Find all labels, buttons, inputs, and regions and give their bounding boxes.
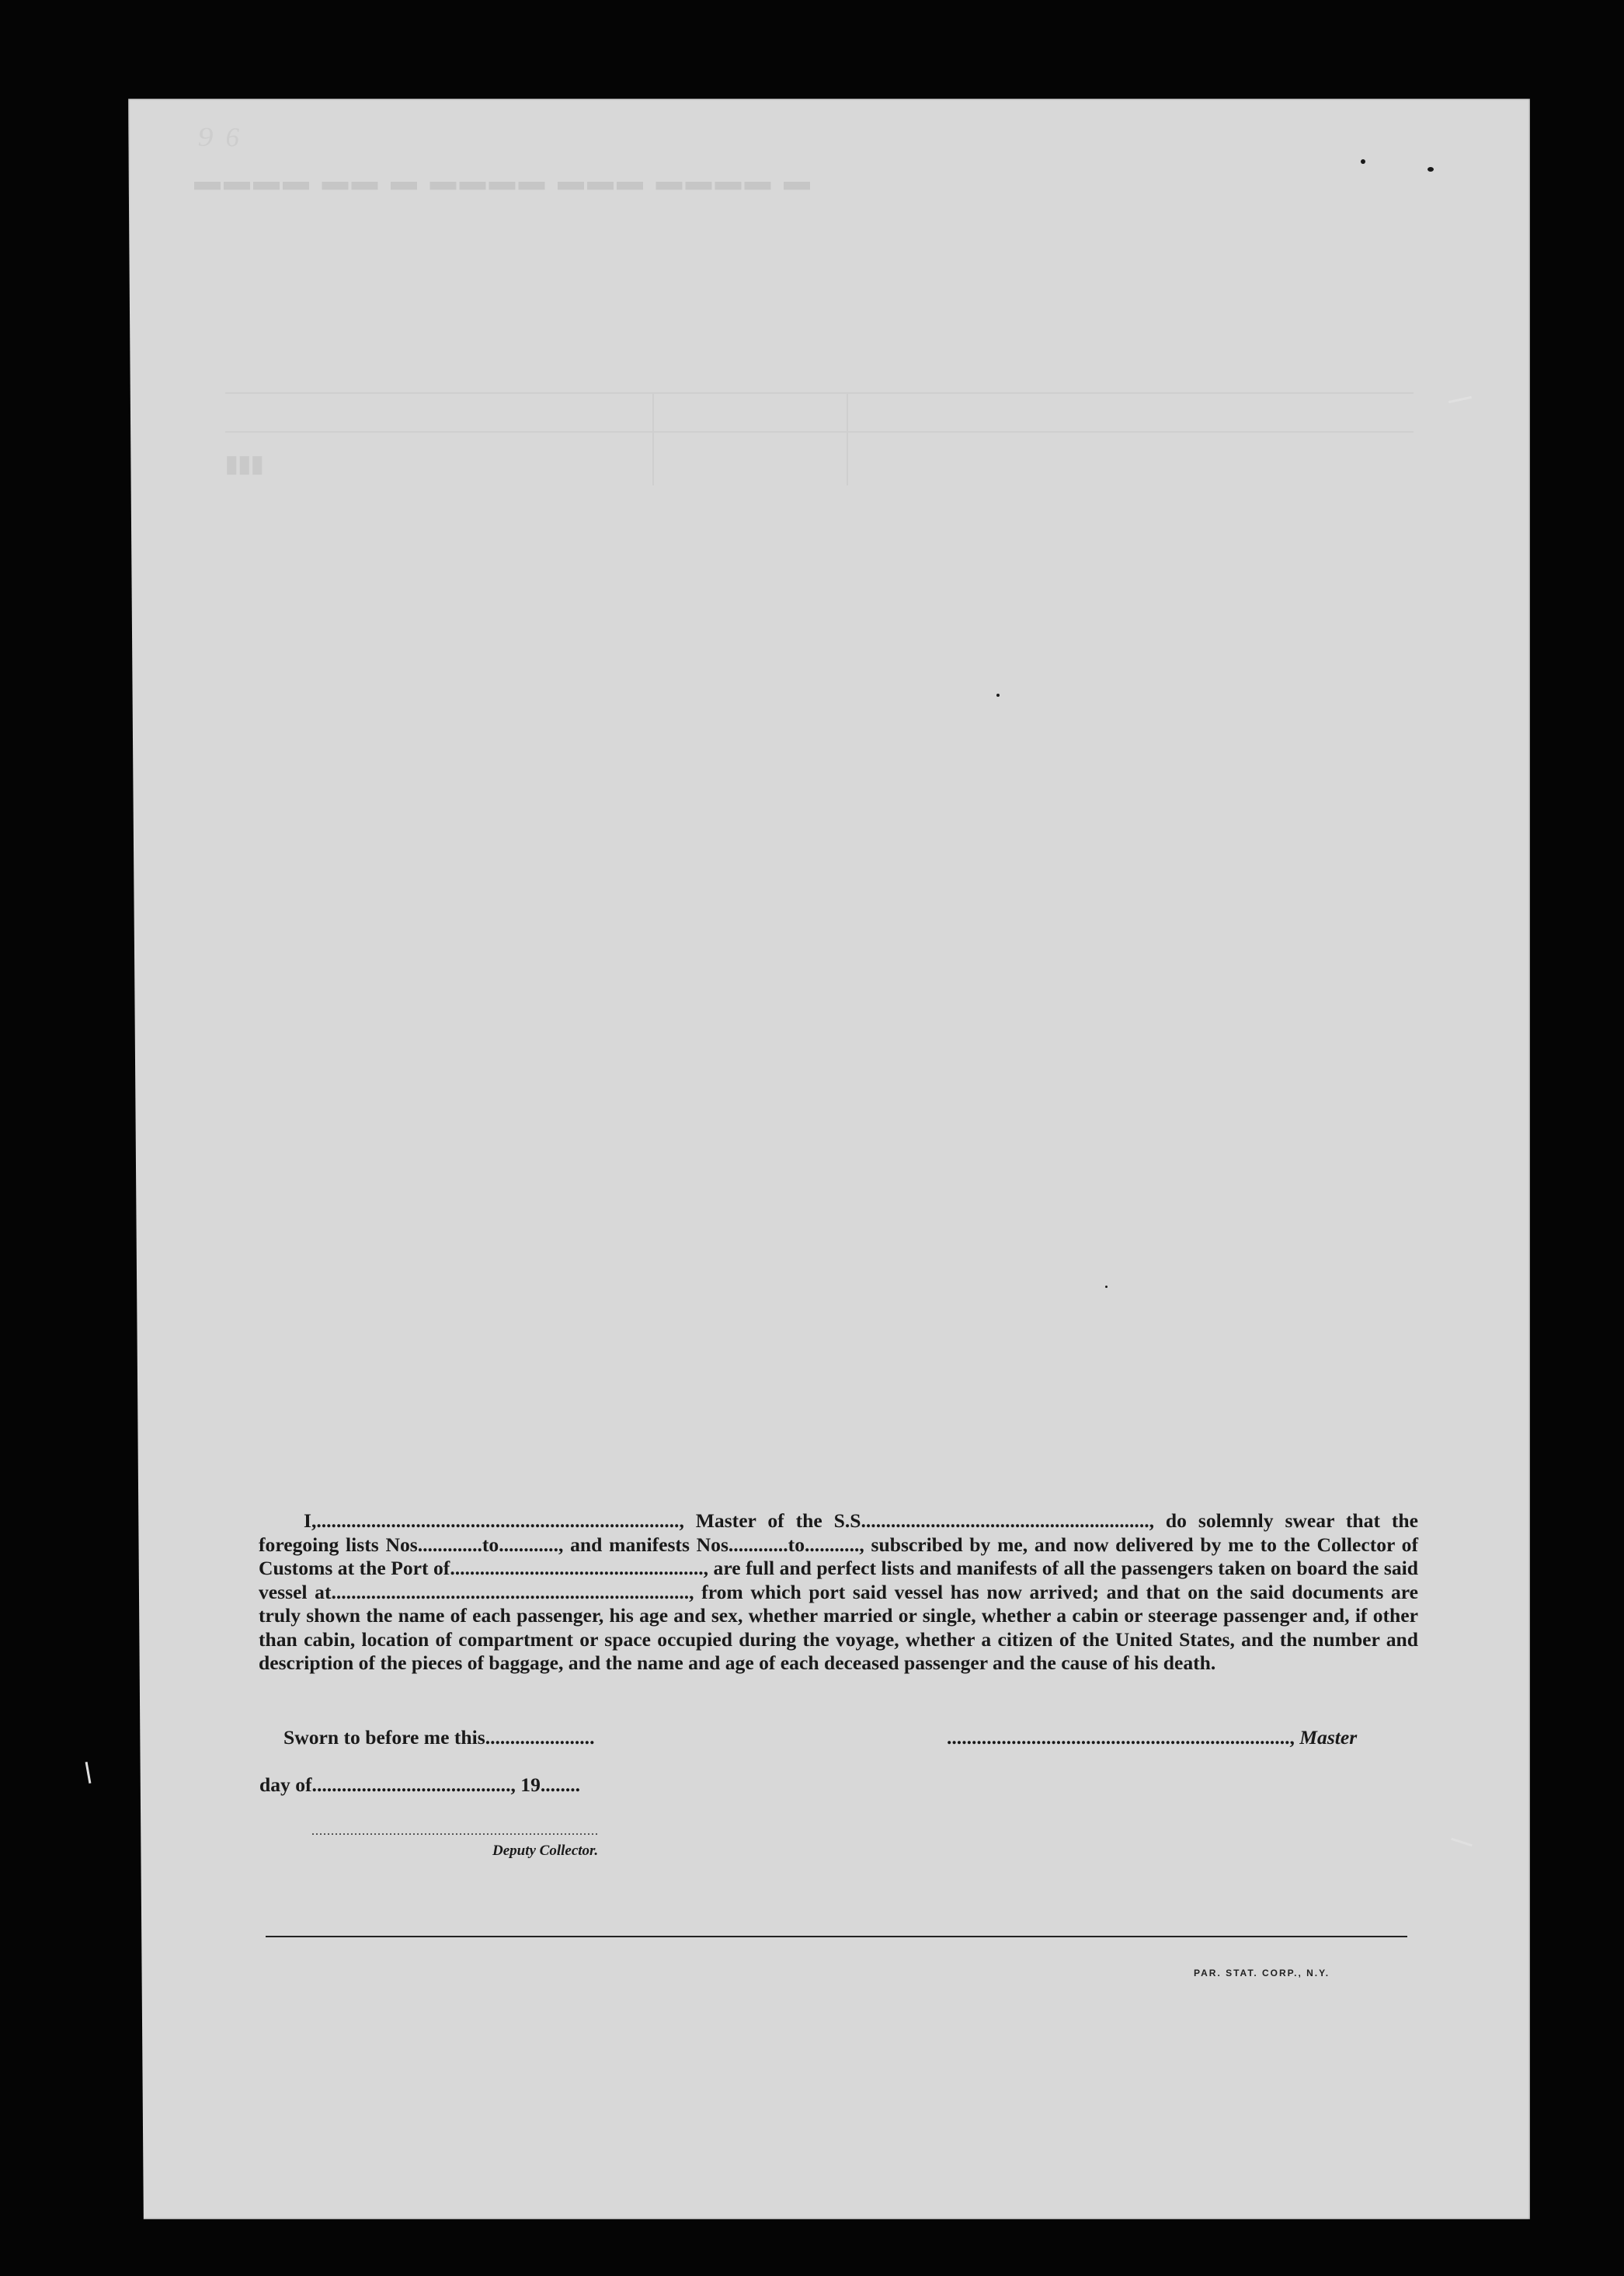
paper-sheet [128, 99, 1530, 2219]
bleed-through-rule [225, 431, 1414, 433]
printer-imprint: PAR. STAT. CORP., N.Y. [1194, 1968, 1330, 1978]
bleed-through-rule [652, 392, 654, 485]
scan-speck [1428, 167, 1434, 172]
master-signature-dots: ....................................................................., [947, 1726, 1300, 1749]
bottom-rule [266, 1936, 1407, 1937]
bleed-through-mark: ⁹ ⁶ [198, 117, 241, 168]
sworn-before-line: Sworn to before me this...................... [283, 1726, 595, 1749]
scan-speck [1105, 1286, 1108, 1288]
oath-paragraph: I,........................................................................., Master of the S.S.........................................................., do solemnly swear that the foregoing lists Nos.............to............, and manifests Nos............to..........., subscribed by me, and now delivered by me to the Collector of Customs at the Port of..................................................., are full and perfect lists and manifests of all the passengers taken on board the said vessel at........................................................................, from which port said vessel has now arrived; and that on the said documents are truly shown the name of each passenger, his age and sex, whether married or single, whether a cabin or steerage passenger and, if other than cabin, location of compartment or space occupied during the voyage, whether a citizen of the United States, and the number and description of the pieces of baggage, and the name and age of each deceased passenger and the cause of his death. [259, 1509, 1418, 1674]
scan-speck [996, 694, 1000, 697]
bleed-through-rule [847, 392, 848, 485]
master-label: Master [1299, 1726, 1358, 1749]
deputy-collector-label: Deputy Collector. [492, 1843, 599, 1859]
deputy-signature-line: .......................................................................... [311, 1825, 599, 1838]
day-of-line: day of........................................, 19........ [259, 1773, 581, 1796]
scan-speck [1361, 159, 1365, 164]
edge-scratch [85, 1762, 92, 1784]
bleed-through-rule [225, 392, 1414, 394]
master-signature-line [947, 1726, 1357, 1749]
bleed-through-number: ▮▮▮ [225, 451, 264, 477]
bleed-through-title: ▬▬▬▬ ▬▬ ▬ ▬▬▬▬ ▬▬▬ ▬▬▬▬ ▬ [194, 176, 813, 204]
